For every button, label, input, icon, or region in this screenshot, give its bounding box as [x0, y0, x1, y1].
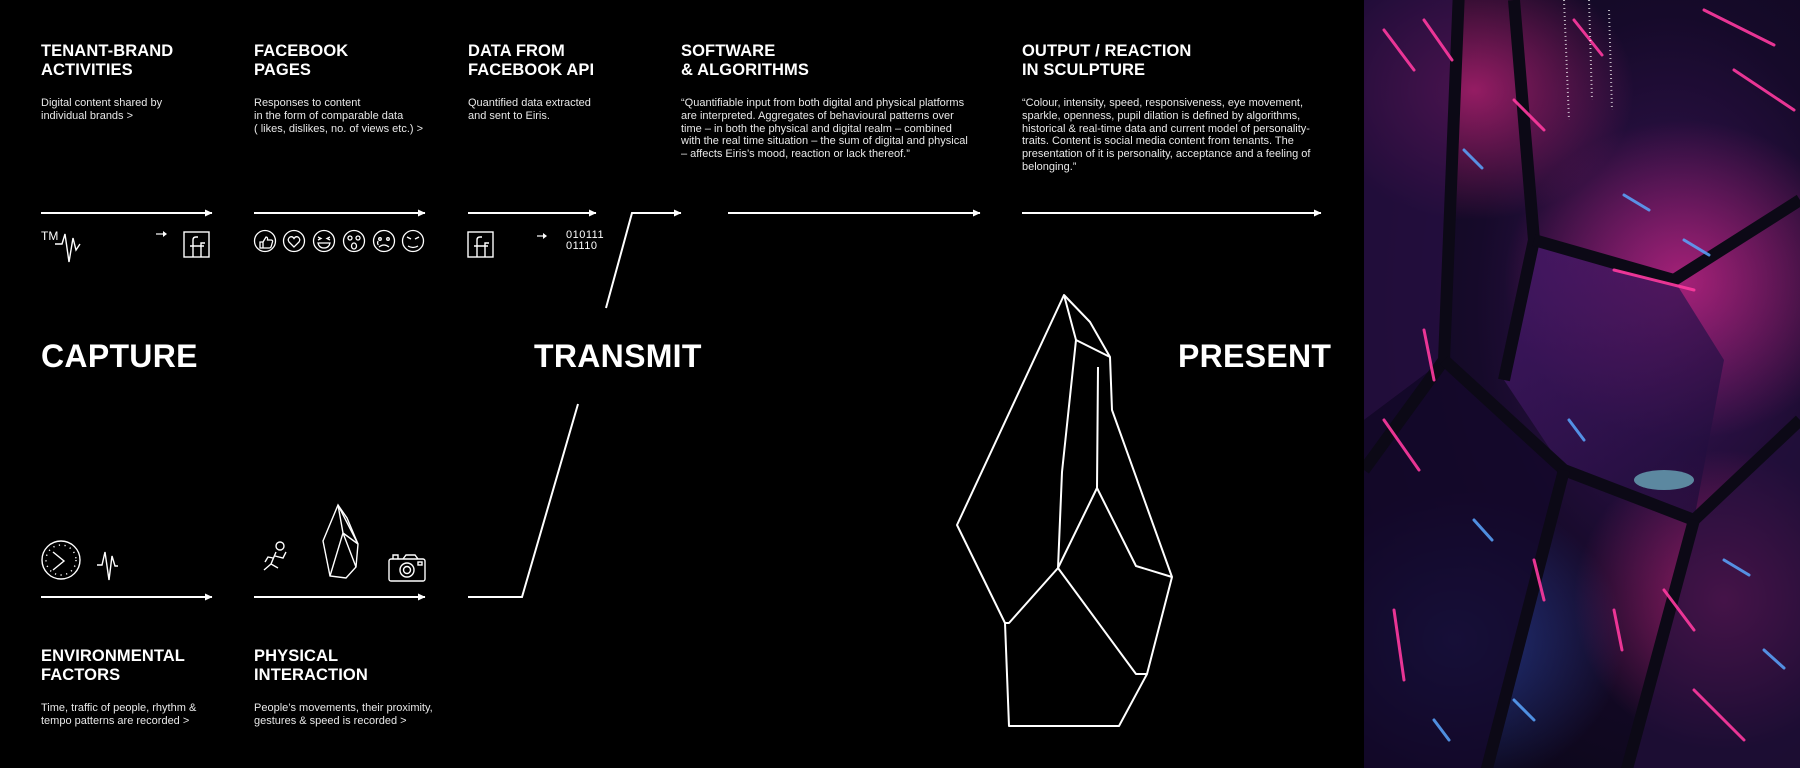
facebook-icon — [184, 232, 209, 257]
physical-interaction-heading: PHYSICAL INTERACTION — [254, 647, 368, 684]
haha-icon — [314, 231, 335, 252]
output-reaction-desc: “Colour, intensity, speed, responsiveness, eye movement, sparkle, openness, pupil dilation is defined by algorithms, historical & real-time data and current model of personality- traits. Content is social media content from tenants. The presentation of it is personality, acceptance and a feeling of belonging.” — [1022, 97, 1311, 173]
physical-interaction-desc: People’s movements, their proximity, gestures & speed is recorded > — [254, 702, 433, 727]
tenant-brand-desc: Digital content shared by individual brands > — [41, 97, 163, 122]
camera-icon — [389, 555, 425, 581]
wow-icon — [344, 231, 365, 252]
trademark-label: TM — [41, 229, 59, 243]
pulse-icon-environmental — [97, 552, 118, 580]
output-reaction-heading: OUTPUT / REACTION IN SCULPTURE — [1022, 42, 1192, 79]
love-icon — [284, 231, 305, 252]
clock-icon — [42, 541, 80, 579]
stage-capture: CAPTURE — [41, 338, 198, 374]
pulse-icon — [55, 234, 80, 262]
stage-transmit: TRANSMIT — [534, 338, 702, 374]
binary-data-icon: 010111 01110 — [566, 229, 605, 252]
sculpture-photo — [1364, 0, 1800, 768]
like-icon — [255, 231, 276, 252]
facebook-api-heading: DATA FROM FACEBOOK API — [468, 42, 595, 79]
stage-present: PRESENT — [1178, 338, 1332, 374]
connector-transmit-lower — [468, 404, 578, 597]
angry-icon — [403, 231, 424, 252]
mini-sculpture-icon — [323, 505, 358, 578]
running-person-icon — [264, 542, 286, 570]
facebook-api-icon — [468, 232, 493, 257]
sculpture-crystal — [957, 295, 1172, 726]
reaction-icons — [255, 231, 424, 252]
environmental-factors-heading: ENVIRONMENTAL FACTORS — [41, 647, 185, 684]
software-algorithms-heading: SOFTWARE & ALGORITHMS — [681, 42, 809, 79]
software-algorithms-desc: “Quantifiable input from both digital and physical platforms are interpreted. Aggregates of behavioural patterns over time – in both the physical and digital realm – combined with the real time situation – the sum of digital and physical – affects Eiris’s mood, reaction or lack thereof.” — [681, 97, 968, 161]
facebook-api-desc: Quantified data extracted and sent to Eiris. — [468, 97, 591, 122]
environmental-factors-desc: Time, traffic of people, rhythm & tempo patterns are recorded > — [41, 702, 197, 727]
photo-illustration — [1364, 0, 1800, 768]
facebook-pages-heading: FACEBOOK PAGES — [254, 42, 349, 79]
sad-icon — [374, 231, 395, 252]
tenant-brand-heading: TENANT-BRAND ACTIVITIES — [41, 42, 174, 79]
facebook-pages-desc: Responses to content in the form of comparable data ( likes, dislikes, no. of views etc.) > — [254, 97, 424, 135]
connector-transmit-upper — [606, 213, 681, 308]
